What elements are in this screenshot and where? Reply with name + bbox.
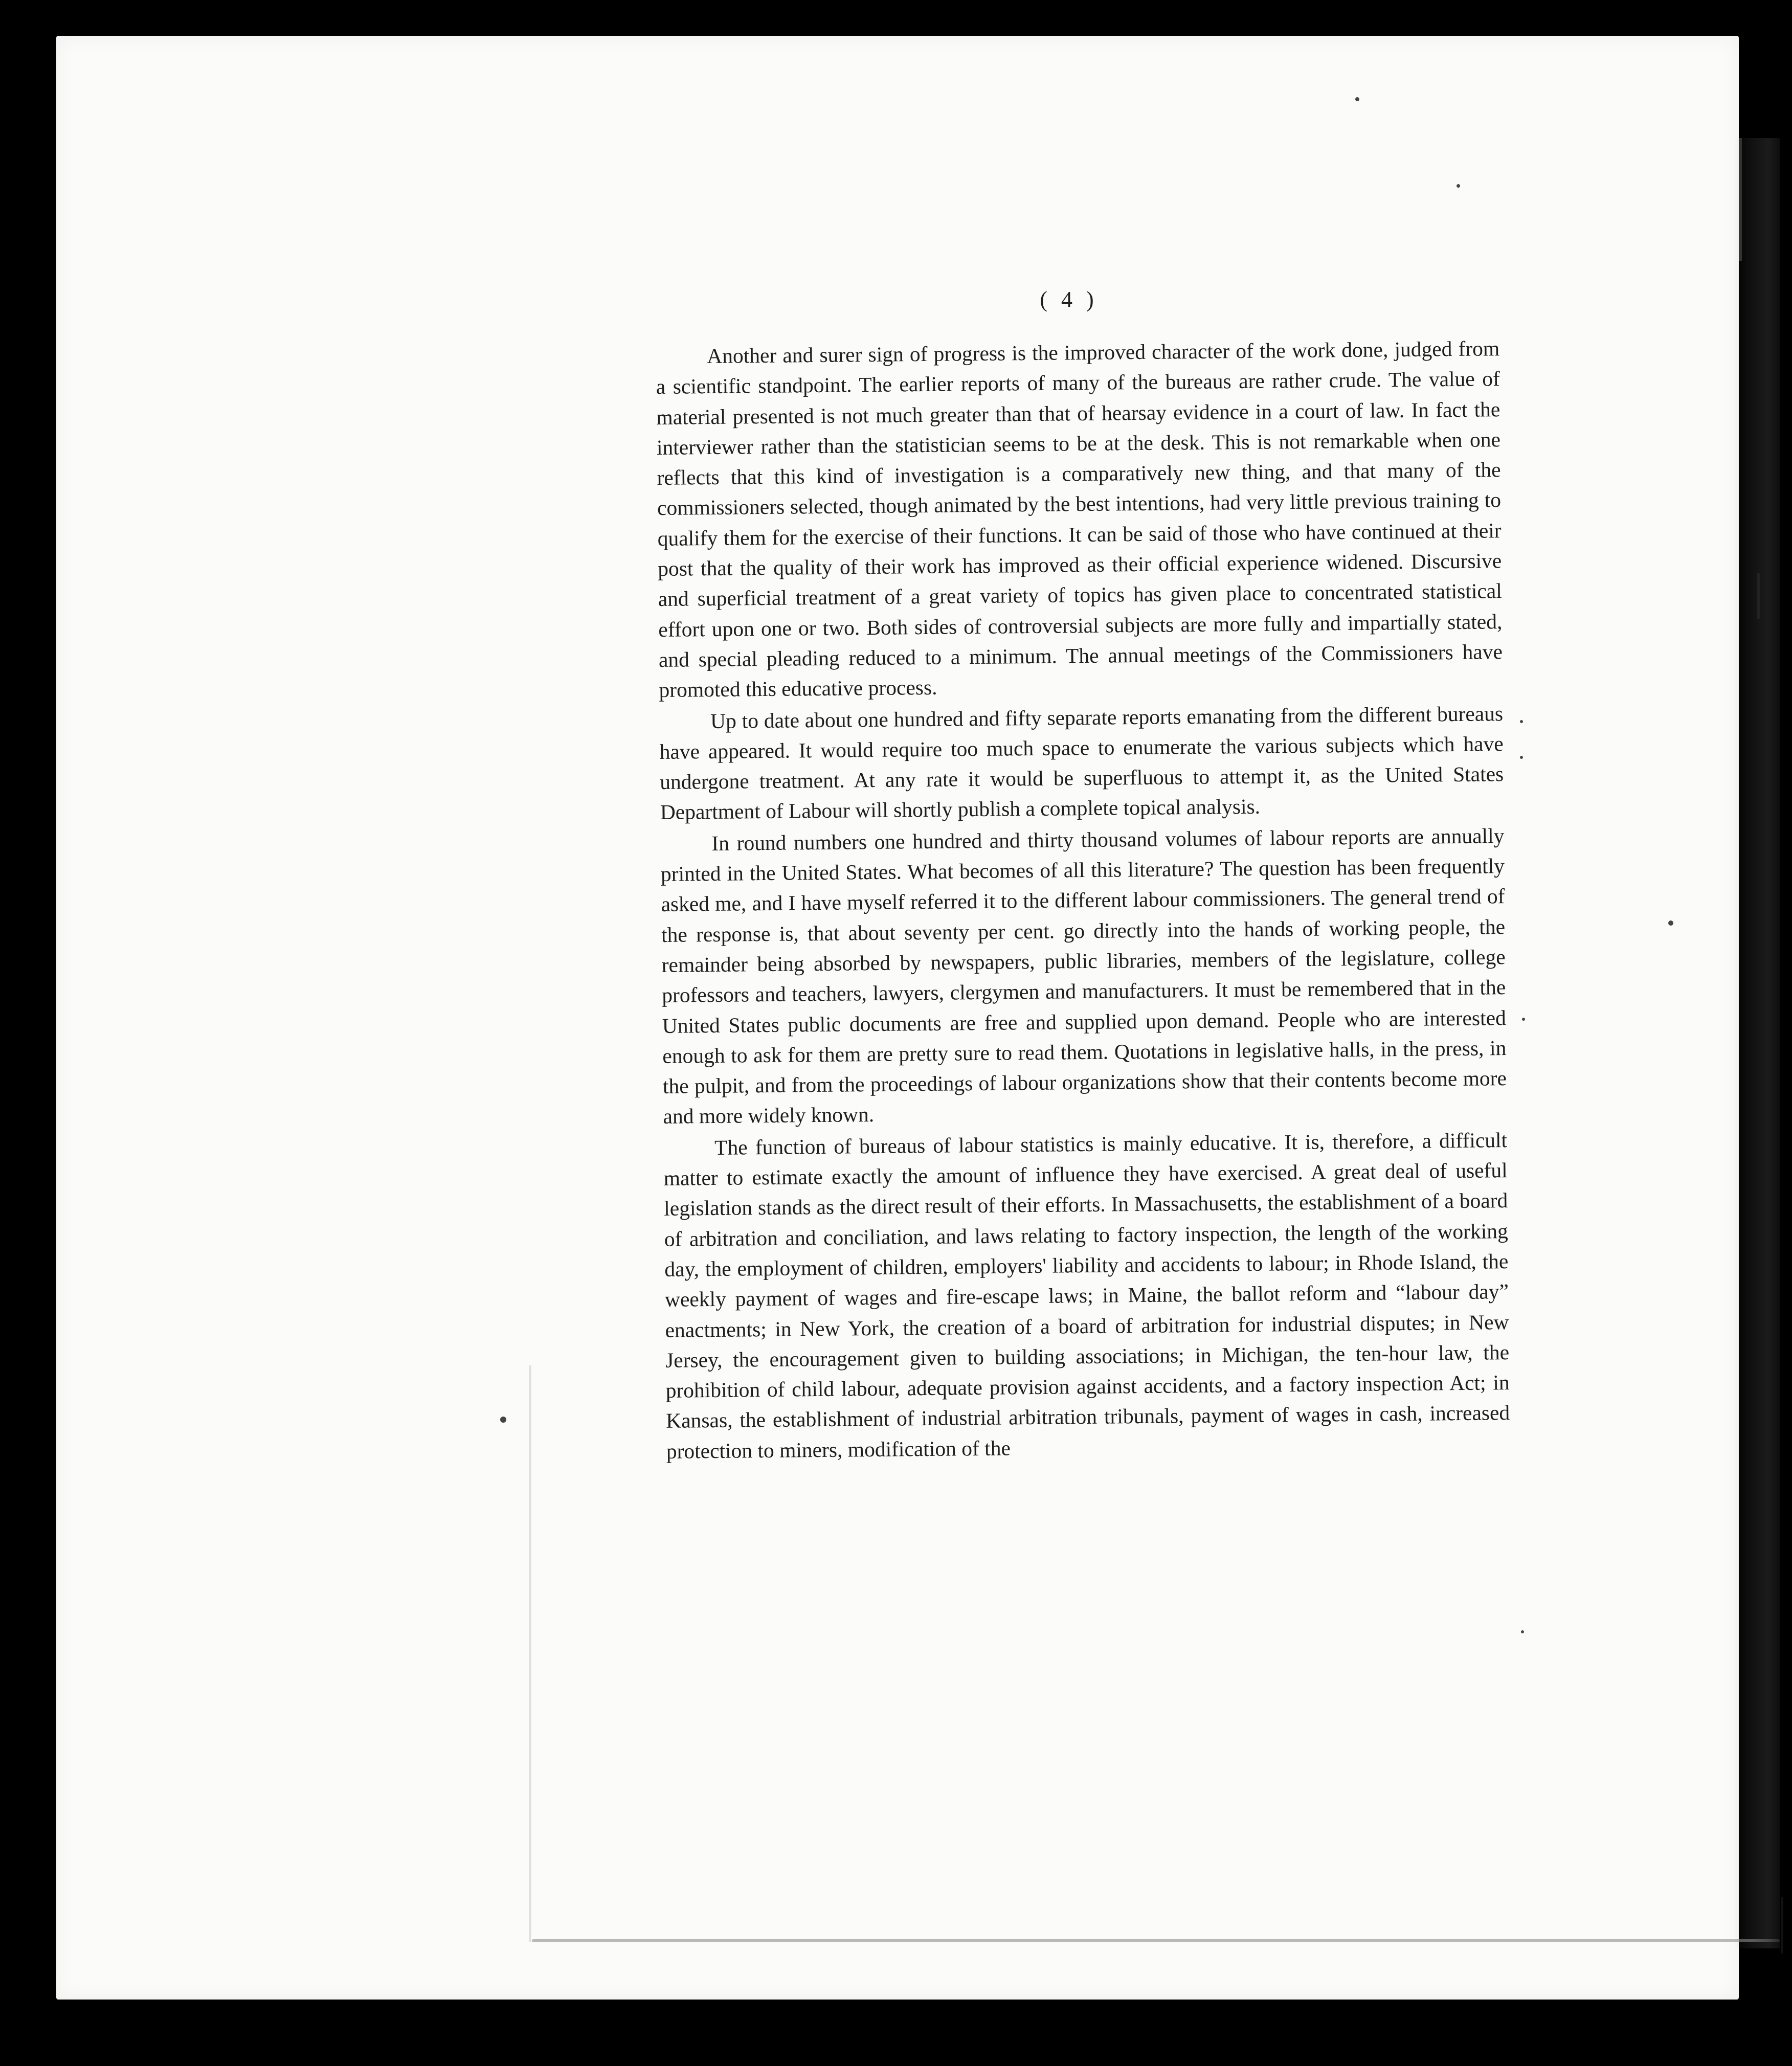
leaf-edge-bottom — [532, 1939, 1780, 1942]
dust-speck — [1457, 184, 1460, 188]
dust-speck — [1520, 756, 1523, 759]
paragraph: Another and surer sign of progress is the improved character of the work done, judged from a scientific standpoint. The earlier reports of many of the bureaus are rather crude. The value of material presented is not much greater than that of hearsay evidence in a court of law. In fact the interviewer rather than the statistician seems to be at the desk. This is not remarkable when one reflects that this kind of investigation is a comparatively new thing, and that many of the commissioners selected, though animated by the best intentions, had very little previous training to qualify them for the exercise of their functions. It can be said of those who have continued at their post that the quality of their work has improved as their official experience widened. Discursive and superficial treatment of a great variety of topics has given place to concentrated statistical effort upon one or two. Both sides of controversial subjects are more fully and impartially stated, and special pleading reduced to a minimum. The annual meetings of the Commissioners have promoted this educative process. — [656, 336, 1503, 702]
dust-speck — [1520, 720, 1523, 723]
dust-speck — [1521, 1630, 1524, 1633]
page-number: ( 4 ) — [1040, 287, 1098, 312]
binding-mark-middle — [1757, 573, 1760, 619]
leaf-edge-left — [529, 1365, 531, 1942]
dust-speck — [1668, 920, 1673, 926]
paragraph: In round numbers one hundred and thirty thousand volumes of labour reports are annually printed in the United States. What becomes of all this literature? The question has been frequently asked me, and I have myself referred it to the different labour commissioners. The general trend of the response is, that about seventy per cent. go directly into the hands of working people, the remainder being absorbed by newspapers, public libraries, members of the legislature, college professors and teachers, lawyers, clergymen and manufacturers. It must be remembered that in the United States public documents are free and supplied upon demand. People who are interested enough to ask for them are pretty sure to read them. Quotations in legislative halls, in the press, in the pulpit, and from the proceedings of labour organizations show that their contents become more and more widely known. — [660, 823, 1507, 1129]
dust-speck — [1355, 97, 1359, 101]
binding-shadow — [1734, 138, 1780, 1948]
body-text — [656, 333, 1510, 1467]
binding-mark-bottom — [1781, 1897, 1783, 1953]
binding-mark-top — [1739, 138, 1742, 261]
paragraph: The function of bureaus of labour statistics is mainly educative. It is, therefore, a difficult matter to estimate exactly the amount of influence they have exercised. A great deal of useful legislation stands as the direct result of their efforts. In Massachusetts, the establishment of a board of arbitration and conciliation, and laws relating to factory inspection, the length of the working day, the employment of children, employers' liability and accidents to labour; in Rhode Island, the weekly payment of wages and fire-escape laws; in Maine, the ballot reform and “labour day” enactments; in New York, the creation of a board of arbitration for industrial disputes; in New Jersey, the encouragement given to building associations; in Michigan, the ten-hour law, the prohibition of child labour, adequate provision against accidents, and a factory inspection Act; in Kansas, the establishment of industrial arbitration tribunals, payment of wages in cash, increased protection to miners, modification of the — [663, 1128, 1510, 1463]
paragraph: Up to date about one hundred and fifty separate reports emanating from the different bureaus have appeared. It would require too much space to enumerate the various subjects which have undergone treatment. At any rate it would be superfluous to attempt it, as the United States Department of Labour will shortly publish a complete topical analysis. — [659, 701, 1504, 824]
dust-speck — [500, 1417, 506, 1423]
dust-speck — [1522, 1018, 1525, 1021]
